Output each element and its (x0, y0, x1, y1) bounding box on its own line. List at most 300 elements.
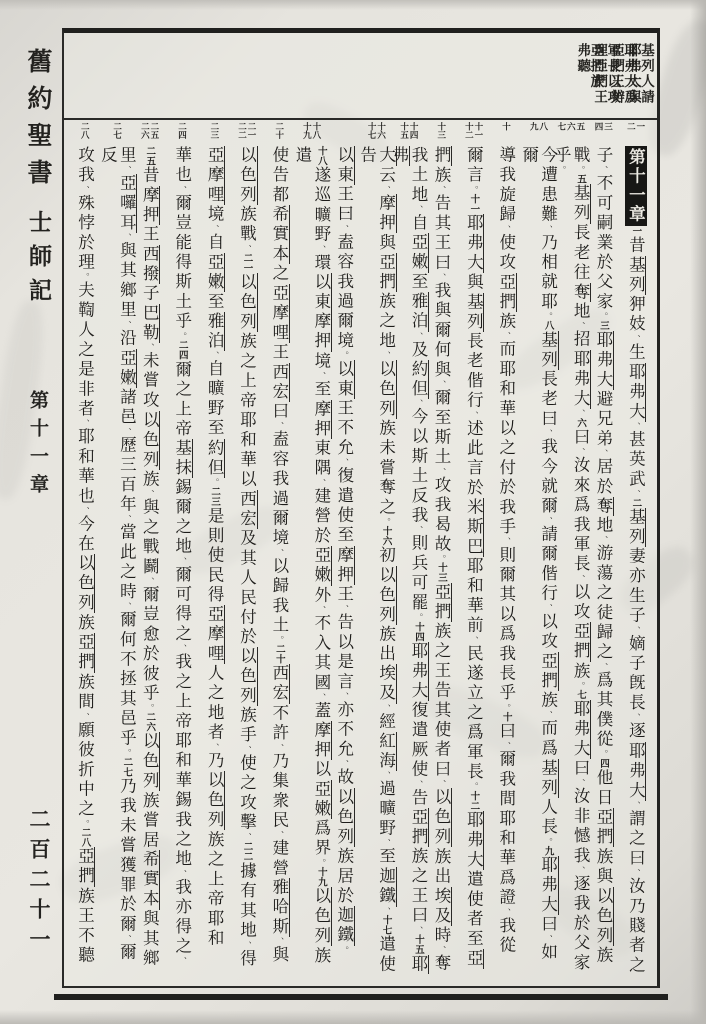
verse-marker: 二四 (176, 122, 187, 139)
verse-marker: 十三 (435, 122, 446, 139)
text-column (390, 120, 429, 982)
proper-noun: 基列 (626, 507, 646, 548)
inline-verse-number: 六 (575, 417, 587, 428)
text-run: 里、 (117, 145, 137, 175)
proper-noun: 捫 (431, 145, 451, 166)
text-run: 不許、乃集衆民、建營 (269, 703, 289, 879)
column-text (496, 146, 515, 982)
text-run: 族遣 (292, 145, 331, 966)
text-run: 族與 (593, 847, 613, 887)
inline-verse-number: 十五 (413, 934, 425, 955)
text-run: 族、告其王曰、我與爾何與、爾至斯土、攻我曷故。 (431, 165, 451, 563)
chapter-margin-label: 第十一章 (27, 390, 49, 502)
text-run: 、 (575, 409, 586, 418)
proper-noun: 基抹 (172, 439, 192, 479)
proper-noun: 亞嫩 (117, 348, 137, 389)
proper-noun: 以色列 (237, 145, 257, 206)
verse-marker: 十八 (310, 122, 321, 139)
text-run: 之 (269, 264, 289, 284)
proper-noun: 埃及 (376, 664, 396, 704)
column-text (334, 146, 353, 982)
column-text (625, 146, 644, 982)
proper-noun: 大 (376, 145, 396, 166)
text-run: 、今以斯土反我、則兵可罷。 (409, 399, 429, 622)
proper-noun: 雅泊 (205, 312, 225, 352)
column-text (269, 146, 288, 982)
proper-noun: 基列 (626, 255, 646, 296)
proper-noun: 亞捫 (496, 272, 516, 313)
proper-noun: 迦鐵 (334, 906, 354, 946)
text-run: 戰。 (571, 145, 591, 175)
verse-marker: 二二 (236, 122, 247, 139)
proper-noun: 亞摩哩 (205, 605, 225, 665)
proper-noun: 西宏 (237, 489, 257, 530)
text-column (424, 120, 456, 982)
proper-noun: 基列 (538, 758, 558, 799)
proper-noun: 米斯巴 (464, 498, 484, 558)
inline-verse-number: 二七 (121, 757, 133, 778)
proper-noun: 亞捫 (75, 847, 95, 887)
text-run: 。 (209, 478, 220, 487)
inline-verse-number: 十八 (315, 145, 327, 166)
text-run: 遂巡曠野、環 (311, 165, 331, 273)
text-column (519, 120, 558, 982)
inline-verse-number: 二四 (176, 340, 188, 361)
text-column (68, 120, 100, 982)
text-column (457, 120, 489, 982)
page-edge-shading-bottom (0, 1010, 706, 1024)
summary-line: 軍長以攻 (604, 43, 621, 105)
text-run: 子 (140, 284, 160, 304)
text-run: 諸邑、歷三百年、當此之時、爾何不拯其邑乎。 (117, 388, 137, 758)
verse-marker: 十七 (366, 122, 377, 139)
verse-marker: 一 (634, 122, 645, 131)
text-run: 、謂之曰、汝乃賤者之 (626, 800, 646, 976)
text-run: 華也、爾豈能得斯土乎。 (172, 145, 192, 341)
text-run: 地、招 (571, 302, 591, 351)
text-run: 是則使民得 (205, 506, 225, 606)
page-frame (62, 28, 660, 988)
text-run: 族出 (431, 847, 451, 887)
text-run: 遣使告 (357, 145, 396, 975)
text-column (98, 120, 137, 982)
proper-noun: 約但 (205, 438, 225, 479)
book-title: 舊約聖書 (24, 48, 53, 196)
column-text (593, 146, 612, 982)
proper-noun: 亞捫 (571, 622, 591, 662)
text-run: 、 (380, 906, 391, 916)
verse-markers-top (302, 122, 320, 146)
text-column (552, 120, 591, 982)
proper-noun: 奪 (571, 282, 591, 303)
inline-verse-number: 二三 (209, 486, 221, 507)
inline-verse-number: 十二 (468, 791, 480, 812)
text-run: 王不允、復遣使至 (334, 399, 354, 546)
text-run: 、與其鄉里、沿 (117, 233, 137, 349)
text-column (327, 120, 359, 982)
proper-noun: 基列 (464, 292, 484, 333)
proper-noun: 以色列 (376, 565, 396, 625)
text-column (198, 120, 230, 982)
verse-marker: 十六 (375, 122, 386, 139)
inline-verse-number: 十六 (380, 526, 392, 547)
text-run: 族之王曰、 (409, 847, 429, 935)
page-edge-shading-top (0, 0, 706, 10)
verse-marker: 二七 (111, 122, 122, 139)
verse-marker: 十一 (472, 122, 483, 139)
proper-noun: 亞捫 (593, 808, 613, 848)
inline-verse-number: 七 (575, 689, 587, 700)
proper-noun: 亞捫 (376, 252, 396, 293)
text-run: 外、不入其國、蓋 (311, 585, 331, 721)
proper-noun: 亞捫 (75, 633, 95, 673)
text-run: 至 (205, 292, 225, 313)
text-run: 族未嘗奪之。 (376, 419, 396, 527)
proper-noun: 摩押 (311, 312, 331, 352)
inline-verse-number: 三 (597, 320, 609, 331)
text-column (292, 120, 331, 982)
proper-noun: 以東 (311, 272, 331, 313)
text-run: 族出 (376, 624, 396, 665)
column-text (75, 146, 94, 982)
proper-noun: 以東 (334, 359, 354, 400)
verse-markers-top (399, 122, 417, 146)
text-run: 、與 (269, 937, 289, 966)
proper-noun: 亞嫩 (311, 546, 331, 586)
text-run: 據有其地、得 (237, 861, 257, 969)
text-run: 復遣厥使、告 (409, 701, 429, 809)
proper-noun: 耶弗大 (571, 699, 591, 759)
proper-noun: 約但 (409, 359, 429, 400)
proper-noun: 以色列 (593, 886, 613, 946)
text-run: 妻亦生子、嫡子旣長、逐 (626, 547, 646, 742)
proper-noun: 迦鐵 (376, 867, 396, 907)
text-run: 族 (593, 945, 613, 966)
summary-line: 弗聽 (574, 43, 591, 74)
text-run: 至 (409, 272, 429, 293)
proper-noun: 奪 (593, 496, 613, 517)
text-run: 時、奪 (431, 926, 451, 975)
text-run: 。 (338, 945, 349, 955)
verse-markers-top (140, 122, 158, 146)
text-run: 以 (311, 760, 331, 780)
proper-noun: 亞捫 (431, 582, 451, 623)
text-run: 、甚英武、 (626, 421, 646, 498)
text-run: 族之上帝耶和 (205, 830, 225, 949)
proper-noun: 雅哈斯 (269, 878, 289, 938)
text-run: 與其鄉 (140, 909, 160, 969)
proper-noun: 紅海 (376, 731, 396, 772)
summary-line: 耶弗大與 (624, 43, 641, 105)
proper-noun: 亞摩哩 (205, 145, 225, 206)
verse-marker: 二六 (139, 122, 150, 139)
inline-verse-number: 二八 (79, 827, 91, 848)
text-run: 境、至 (311, 351, 331, 400)
text-run: 遣使者至 (464, 870, 484, 949)
text-run: 與 (376, 233, 396, 253)
column-text (97, 146, 135, 982)
text-column (619, 120, 651, 982)
text-run: 族嘗居 (140, 791, 160, 851)
verse-markers-top (177, 122, 186, 146)
proper-noun: 基列 (571, 184, 591, 224)
proper-noun: 埃及 (431, 886, 451, 927)
text-run: 、未嘗攻 (140, 343, 160, 411)
text-run: 攻我、殊悖於理。夫鞫人之是非者、耶和華也、今在 (75, 145, 95, 555)
page-number: 二百二十一 (27, 808, 52, 958)
proper-noun: 基列 (538, 330, 558, 370)
verse-marker: 二十 (273, 122, 284, 139)
proper-noun: 以色列 (237, 272, 257, 333)
inline-verse-number: 二二 (241, 841, 253, 862)
inline-verse-number: 二五 (144, 145, 156, 166)
inline-verse-number: 十一 (468, 193, 480, 214)
summary-line: 亞捫王辨 (607, 43, 624, 105)
text-run: 使告都 (269, 145, 289, 206)
proper-noun: 巴勒 (140, 303, 160, 344)
text-run: 族居於 (334, 847, 354, 907)
text-run: 與 (464, 272, 484, 293)
proper-noun: 耶弗大 (464, 811, 484, 871)
verse-marker: 七 (555, 122, 566, 131)
text-run: 云、 (376, 165, 396, 194)
text-run: 族 (75, 613, 95, 634)
verse-markers-top (209, 122, 218, 146)
proper-noun: 摩押 (376, 193, 396, 234)
text-run: 、經 (376, 703, 396, 732)
inline-verse-number: 八 (542, 320, 554, 331)
text-run: 族、而爲 (538, 691, 558, 759)
inline-verse-number: 五 (575, 174, 587, 185)
column-text (463, 146, 482, 982)
proper-noun: 以東 (334, 145, 354, 186)
text-run: 族之上帝耶和華以 (237, 332, 257, 490)
text-run: 王、告以是言、亦不允、故 (334, 585, 354, 789)
text-run: 人之地者、乃 (205, 664, 225, 772)
proper-noun: 以色列 (376, 359, 396, 420)
verse-marker: 二一 (246, 122, 257, 139)
text-run: 、及 (409, 331, 429, 360)
verse-markers-top (626, 122, 644, 146)
verse-markers-top (274, 122, 283, 146)
proper-noun: 以色列 (140, 410, 160, 470)
text-run: 族、而耶和華以之付於我手、則爾其以爲我長乎。 (496, 312, 516, 712)
verse-marker: 二五 (148, 122, 159, 139)
text-run: 長老曰、我今就爾、請爾偕行、以攻 (538, 369, 558, 652)
verse-marker: 六 (565, 122, 576, 131)
inline-verse-number: 十七 (380, 915, 392, 936)
proper-noun: 西宏 (269, 362, 289, 403)
proper-noun: 亞捫 (409, 808, 429, 848)
text-column (587, 120, 619, 982)
proper-noun: 耶弗大 (409, 641, 429, 702)
proper-noun: 耶弗大 (626, 741, 646, 801)
proper-noun: 以色列 (311, 887, 331, 947)
proper-noun: 耶弗大 (464, 213, 484, 273)
text-run: 族之王告其使者曰、 (431, 622, 451, 789)
section-title: 士師記 (25, 210, 52, 312)
verse-marker: 十二 (463, 122, 474, 139)
inline-verse-number: 十四 (413, 621, 425, 642)
text-run: 我土地、自 (409, 145, 429, 234)
column-text (551, 146, 589, 982)
text-run: 避兄弟、居於 (593, 389, 613, 497)
inline-verse-number: 四 (597, 758, 609, 769)
inline-verse-number: 二十 (273, 644, 285, 665)
text-run: 、過曠野、至 (376, 771, 396, 868)
verse-marker: 二三 (208, 122, 219, 139)
text-run: 及其人民付於 (237, 529, 257, 648)
proper-noun: 以色列 (75, 554, 95, 614)
proper-noun: 希實本 (140, 850, 160, 910)
text-run: 曰、汝非憾我、逐我於父家乎。 (552, 145, 591, 973)
verse-marker: 三 (602, 122, 613, 131)
proper-noun: 耶弗大 (626, 362, 646, 422)
proper-noun: 耶弗 (390, 145, 429, 975)
text-column (489, 120, 521, 982)
verse-marker: 四 (593, 122, 603, 131)
verse-marker: 五 (574, 122, 585, 131)
verse-markers-top (594, 122, 612, 146)
proper-noun: 耶弗大 (571, 350, 591, 410)
summary-line: 基列人請 (638, 43, 654, 105)
text-run: 子、不可嗣業於父家。 (593, 145, 613, 321)
verse-marker: 十 (500, 122, 511, 131)
verse-markers-top (367, 122, 385, 146)
proper-noun: 以色列 (140, 732, 160, 792)
text-run: 昔 (626, 235, 646, 256)
text-column (133, 120, 165, 982)
inline-verse-number: 十九 (315, 867, 327, 888)
verse-marker: 十四 (408, 122, 419, 139)
proper-noun: 摩押 (140, 185, 160, 226)
proper-noun: 雅泊 (409, 292, 429, 332)
inline-verse-number: 二一 (241, 252, 253, 273)
text-run: 曰、爾我間耶和華爲證、我從 (496, 721, 516, 956)
text-column (357, 120, 396, 982)
verse-markers-top (556, 122, 584, 146)
summary-line: 亞捫族 (587, 43, 604, 90)
inline-verse-number: 十三 (435, 562, 447, 583)
inline-verse-number: 二 (630, 497, 642, 508)
proper-noun: 摩押 (311, 720, 331, 761)
verse-markers-top (112, 122, 121, 146)
proper-noun: 耶弗大 (593, 330, 613, 390)
text-column (262, 120, 294, 982)
page-edge-shading-right (690, 0, 706, 1024)
text-run: 、自曠野至 (205, 351, 225, 439)
text-run: 爾之上帝 (172, 360, 192, 440)
proper-noun: 亞摩哩 (269, 283, 289, 343)
text-run: 東隅、建營於 (311, 439, 331, 547)
text-run: 王 (140, 225, 160, 245)
summary-line: 耶弗大爲 (621, 43, 638, 105)
inline-verse-number: 十 (500, 711, 512, 722)
text-run: 地、游蕩之徒歸之、爲其僕從。 (593, 516, 613, 759)
text-run: 族、與之戰鬬、爾豈愈於彼乎。 (140, 469, 160, 713)
proper-noun: 西撥 (140, 244, 160, 285)
text-run: 爲界。 (311, 819, 331, 868)
text-run: 族手、使之攻擊、 (237, 706, 257, 842)
verse-marker: 二八 (79, 122, 90, 139)
verse-markers-top (237, 122, 255, 146)
proper-noun: 希實本 (269, 205, 289, 265)
text-run: 狎妓、生 (626, 295, 646, 363)
text-run: 乃我未嘗獲罪於爾、爾反 (98, 145, 137, 963)
verse-markers-top (436, 122, 445, 146)
text-run: 族。 (571, 661, 591, 690)
text-run: 族間、願彼折中之。 (75, 672, 95, 828)
inline-verse-number: 九 (542, 845, 554, 856)
text-run: 長老偕行、述此言於 (464, 332, 484, 499)
text-run: 族王不聽 (75, 886, 95, 966)
verse-markers-top (464, 122, 482, 146)
text-run: 錫爾之地、爾可得之、我之上帝耶和華錫我之地、我亦得之、 (172, 478, 192, 966)
text-run: 王 (269, 342, 289, 363)
text-run: 初 (376, 546, 396, 566)
text-run: 曰、盍容我過爾境、以歸我土。 (269, 402, 289, 645)
proper-noun: 以色列 (334, 788, 354, 848)
inline-verse-number: 二六 (144, 712, 156, 733)
proper-noun: 亞嫩 (205, 252, 225, 293)
inline-verse-number: 一 (630, 225, 642, 236)
column-text (431, 146, 450, 982)
frame-bottom-rule (54, 994, 668, 1000)
verse-marker: 十五 (398, 122, 409, 139)
proper-noun: 以色列 (237, 647, 257, 707)
verse-markers-top (529, 122, 547, 146)
top-margin-band (64, 33, 657, 120)
text-column (165, 120, 197, 982)
verse-marker: 十九 (301, 122, 312, 139)
text-run: 導我旋歸、使攻 (496, 145, 516, 273)
column-text (139, 146, 158, 982)
proper-noun: 以色列 (205, 771, 225, 831)
verse-marker: 二 (625, 122, 636, 131)
proper-noun: 亞囉耳 (117, 174, 137, 234)
verse-markers-top (80, 122, 89, 146)
column-text (292, 146, 330, 982)
text-run: 王曰、盍容我過爾境。 (334, 185, 354, 360)
text-run: 爾言。 (464, 145, 484, 194)
proper-noun: 摩押 (334, 545, 354, 586)
text-run: 今遭患難、乃相就耶。 (538, 145, 558, 321)
proper-noun: 西宏 (269, 664, 289, 704)
text-run: 耶和華前、民遂立之爲軍長。 (464, 557, 484, 792)
text-run: 昔 (140, 165, 160, 186)
text-run: 長老往 (571, 223, 591, 283)
text-run: 他日 (593, 768, 613, 809)
proper-noun: 亞嫩 (409, 233, 429, 273)
chapter-cartouche: 第十一章 (626, 147, 646, 224)
proper-noun: 亞嫩 (311, 779, 331, 820)
proper-noun: 以色列 (431, 788, 451, 848)
column-text (237, 146, 256, 982)
column-text (172, 146, 191, 982)
proper-noun: 亞捫 (538, 651, 558, 692)
column-text (204, 146, 223, 982)
text-run: 曰、汝來爲我軍長、以攻 (571, 427, 591, 623)
text-run: 族之地、 (376, 292, 396, 360)
proper-noun: 耶弗大 (538, 855, 558, 916)
column-text (389, 146, 427, 982)
verse-marker: 九 (528, 122, 539, 131)
text-run: 人長。 (538, 798, 558, 846)
proper-noun: 亞 (464, 948, 484, 969)
verse-markers-top (501, 122, 510, 146)
text-column (230, 120, 262, 982)
text-run: 曰、如爾 (519, 145, 558, 963)
